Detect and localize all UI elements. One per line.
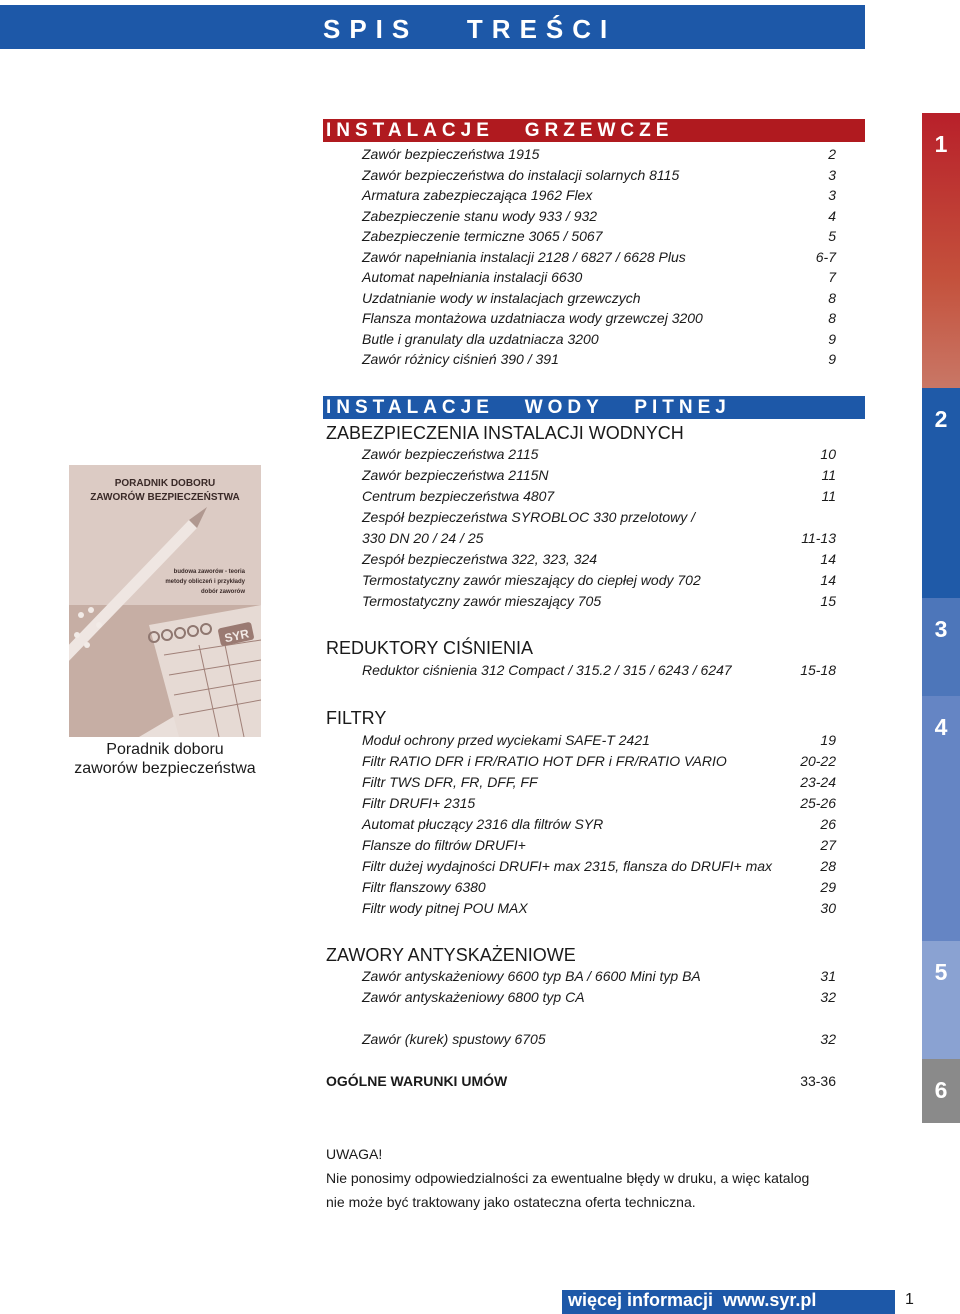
toc-row-page: 28	[820, 858, 836, 874]
toc-row-page: 2	[828, 146, 836, 162]
toc-row-label: Filtr RATIO DFR i FR/RATIO HOT DFR i FR/RATIO VARIO	[362, 753, 727, 769]
toc-row-page: 7	[828, 269, 836, 285]
toc-row-label: Zawór bezpieczeństwa 1915	[362, 146, 540, 162]
toc-row[interactable]	[362, 898, 836, 919]
disclaimer-note	[326, 1142, 809, 1214]
group-backflow-title: ZAWORY ANTYSKAŻENIOWE	[326, 945, 576, 965]
toc-row[interactable]	[362, 486, 836, 507]
section-heating-header	[323, 119, 865, 142]
toc-row-page: 3	[828, 166, 836, 183]
toc-row[interactable]	[362, 772, 836, 793]
chapter-tab-1[interactable]: 1	[922, 113, 960, 388]
toc-row-page: 27	[820, 837, 836, 853]
toc-row[interactable]	[362, 185, 836, 206]
toc-row-page: 30	[820, 900, 836, 916]
chapter-tab-5[interactable]: 5	[922, 941, 960, 1059]
toc-row-label: Termostatyczny zawór mieszający do ciepłej wody 702	[362, 572, 701, 588]
toc-row[interactable]	[362, 267, 836, 288]
toc-row[interactable]	[362, 165, 836, 186]
group-filters-title: FILTRY	[326, 708, 387, 728]
guide-cover-caption: Poradnik doboru zaworów bezpieczeństwa	[74, 741, 256, 777]
toc-row-label: Uzdatnianie wody w instalacjach grzewczych	[362, 289, 641, 306]
toc-row[interactable]	[362, 349, 836, 370]
disclaimer-title: UWAGA!	[326, 1146, 383, 1162]
toc-row[interactable]	[362, 329, 836, 350]
toc-row-label: Zawór bezpieczeństwa 2115	[362, 446, 539, 462]
toc-row-label: Zawór antyskażeniowy 6800 typ CA	[362, 989, 585, 1005]
toc-row-label: Zawór bezpieczeństwa 2115N	[362, 467, 549, 483]
toc-row-label: Zawór bezpieczeństwa do instalacji solarnych 8115	[362, 166, 680, 183]
toc-row-page: 14	[820, 572, 836, 588]
toc-row-label: Automat napełniania instalacji 6630	[362, 269, 583, 285]
toc-row-label: Flansze do filtrów DRUFI+	[362, 837, 526, 853]
toc-row-page: 8	[828, 310, 836, 326]
toc-row[interactable]	[362, 549, 836, 570]
toc-row-label: Zawór różnicy ciśnień 390 / 391	[362, 351, 559, 367]
toc-row-label: 330 DN 20 / 24 / 25	[362, 530, 484, 546]
toc-row-page: 32	[820, 1031, 836, 1047]
toc-row-label: Zespół bezpieczeństwa 322, 323, 324	[362, 551, 598, 567]
toc-row[interactable]	[362, 660, 836, 681]
toc-row-label: Filtr flanszowy 6380	[362, 879, 486, 895]
disclaimer-line-1: Nie ponosimy odpowiedzialności za ewentualne błędy w druku, a więc katalog	[326, 1170, 810, 1186]
toc-row[interactable]	[362, 288, 836, 309]
toc-row[interactable]	[362, 206, 836, 227]
cover-title: PORADNIK DOBORU ZAWORÓW BEZPIECZEŃSTWA	[90, 478, 240, 503]
toc-row-page: 15-18	[800, 662, 836, 678]
toc-row[interactable]	[362, 877, 836, 898]
toc-row-page: 31	[820, 968, 836, 984]
toc-row-page: 10	[820, 446, 836, 462]
toc-row[interactable]	[362, 444, 836, 465]
page-title: SPIS TREŚCI	[323, 14, 617, 44]
toc-row-label: Zabezpieczenie termiczne 3065 / 5067	[362, 228, 603, 244]
page-number: 1	[905, 1291, 914, 1308]
toc-row-label: Filtr DRUFI+ 2315	[362, 795, 476, 811]
toc-row-label: Zespół bezpieczeństwa SYROBLOC 330 przelotowy /	[362, 509, 696, 525]
toc-row[interactable]	[362, 465, 836, 486]
toc-row-page: 11-13	[801, 530, 836, 546]
toc-row-page: 8	[828, 289, 836, 306]
toc-row[interactable]	[362, 591, 836, 612]
section-water-header	[323, 396, 865, 419]
page-title-bar	[0, 5, 865, 49]
toc-row-label: Zawór napełniania instalacji 2128 / 6827 / 6628 Plus	[362, 248, 686, 265]
toc-row-page: 15	[820, 593, 836, 609]
toc-row-label: Zawór antyskażeniowy 6600 typ BA / 6600 Mini typ BA	[362, 968, 701, 984]
toc-row-page: 14	[820, 551, 836, 567]
toc-row[interactable]	[362, 987, 836, 1008]
guide-cover-image[interactable]	[69, 465, 261, 737]
toc-row[interactable]	[362, 856, 836, 877]
toc-row-page: 11	[821, 467, 836, 483]
toc-row-label: Centrum bezpieczeństwa 4807	[362, 488, 555, 504]
footer-website-bar[interactable]	[562, 1290, 895, 1314]
toc-row[interactable]	[362, 507, 836, 528]
toc-row-label: Butle i granulaty dla uzdatniacza 3200	[362, 330, 599, 347]
toc-row-page: 19	[820, 732, 836, 748]
disclaimer-line-2: nie może być traktowany jako ostateczna oferta techniczna.	[326, 1194, 696, 1210]
toc-row[interactable]	[362, 730, 836, 751]
toc-row-label: Filtr TWS DFR, FR, DFF, FF	[362, 774, 538, 790]
toc-row-label: OGÓLNE WARUNKI UMÓW	[326, 1073, 508, 1089]
cover-subtitle: budowa zaworów - teoria metody obliczeń i przykłady dobór zaworów	[165, 569, 245, 595]
toc-row-page: 3	[828, 187, 836, 203]
toc-row[interactable]	[362, 144, 836, 165]
toc-row-page: 33-36	[800, 1073, 836, 1089]
toc-row-page: 25-26	[800, 795, 836, 811]
toc-row[interactable]	[362, 814, 836, 835]
toc-row-page: 29	[820, 879, 836, 895]
toc-row[interactable]	[362, 308, 836, 329]
toc-row-label: Flansza montażowa uzdatniacza wody grzewczej 3200	[362, 310, 703, 326]
section-water-title: INSTALACJE WODY PITNEJ	[326, 397, 731, 418]
toc-row-page: 11	[821, 488, 836, 504]
toc-row-label: Armatura zabezpieczająca 1962 Flex	[362, 187, 593, 203]
toc-row-label: Termostatyczny zawór mieszający 705	[362, 593, 602, 609]
toc-row[interactable]	[362, 966, 836, 987]
chapter-tab-4[interactable]: 4	[922, 696, 960, 941]
toc-row-terms[interactable]	[326, 1071, 836, 1092]
toc-row[interactable]	[362, 793, 836, 814]
toc-row-label: Filtr dużej wydajności DRUFI+ max 2315, flansza do DRUFI+ max	[362, 858, 773, 874]
section-heating-title: INSTALACJE GRZEWCZE	[326, 120, 674, 141]
toc-row-page: 6-7	[815, 248, 836, 265]
group-water-safety-title: ZABEZPIECZENIA INSTALACJI WODNYCH	[326, 423, 684, 443]
toc-row[interactable]	[362, 570, 836, 591]
chapter-tab-2[interactable]: 2	[922, 388, 960, 598]
toc-row-label: Zawór (kurek) spustowy 6705	[362, 1031, 546, 1047]
toc-row-page: 32	[820, 989, 836, 1005]
toc-row-drain-valve[interactable]	[362, 1029, 836, 1050]
cover-logo: SYR	[223, 626, 251, 646]
toc-row-label: Moduł ochrony przed wyciekami SAFE-T 2421	[362, 732, 650, 748]
toc-row-page: 5	[828, 228, 836, 244]
group-pressure-reducers-title: REDUKTORY CIŚNIENIA	[326, 638, 534, 658]
cover-illustration	[69, 465, 261, 737]
toc-row-page: 9	[828, 330, 836, 347]
toc-row-page: 23-24	[800, 774, 836, 790]
toc-row-page: 20-22	[800, 753, 836, 769]
toc-row[interactable]	[362, 835, 836, 856]
toc-row-page: 9	[828, 351, 836, 367]
toc-row[interactable]	[362, 226, 836, 247]
footer-website-link[interactable]: więcej informacji www.syr.pl	[568, 1290, 817, 1310]
toc-row-page: 26	[820, 816, 836, 832]
toc-row-page: 4	[828, 207, 836, 224]
toc-row[interactable]	[362, 751, 836, 772]
toc-row[interactable]	[362, 247, 836, 268]
toc-row-label: Filtr wody pitnej POU MAX	[362, 900, 528, 916]
toc-row-label: Zabezpieczenie stanu wody 933 / 932	[362, 207, 598, 224]
toc-row-label: Automat płuczący 2316 dla filtrów SYR	[362, 816, 604, 832]
chapter-tab-3[interactable]: 3	[922, 598, 960, 696]
toc-row[interactable]	[362, 528, 836, 549]
chapter-tab-6[interactable]: 6	[922, 1059, 960, 1123]
toc-row-label: Reduktor ciśnienia 312 Compact / 315.2 / 315 / 6243 / 6247	[362, 662, 732, 678]
